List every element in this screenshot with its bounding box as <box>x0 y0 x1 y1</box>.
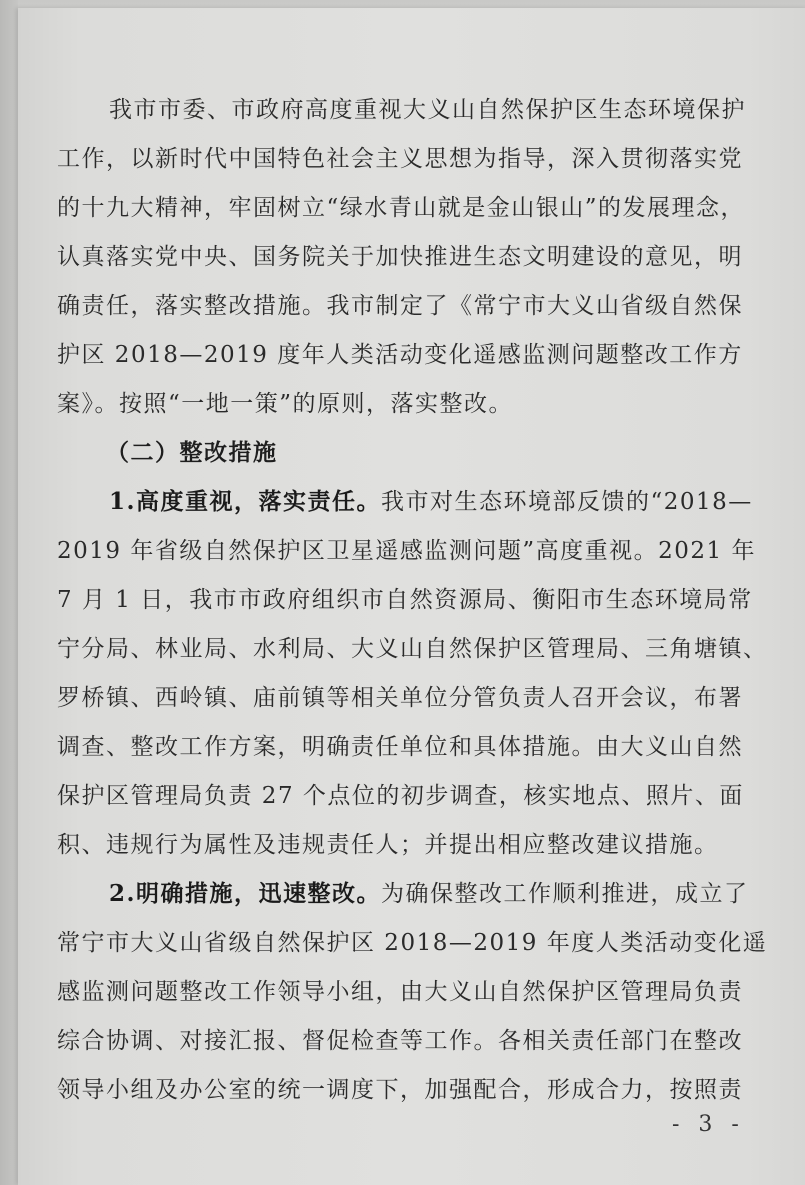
paragraph-1-line-7: 案》。按照“一地一策”的原则，落实整改。 <box>57 391 514 417</box>
paragraph-1-line-4: 认真落实党中央、国务院关于加快推进生态文明建设的意见，明 <box>57 244 743 270</box>
page-number: - 3 - <box>672 1112 745 1137</box>
item-1-line-2: 2019 年省级自然保护区卫星遥感监测问题”高度重视。2021 年 <box>57 538 756 564</box>
page-edge <box>0 0 18 1185</box>
item-2-first-line-text: 为确保整改工作顺利推进，成立了 <box>381 881 749 907</box>
paragraph-1-line-1: 我市市委、市政府高度重视大义山自然保护区生态环境保护 <box>109 97 746 123</box>
paragraph-1-line-6: 护区 2018—2019 度年人类活动变化遥感监测问题整改工作方 <box>57 342 743 368</box>
paragraph-1-line-3: 的十九大精神，牢固树立“绿水青山就是金山银山”的发展理念， <box>57 195 746 221</box>
item-1-first-line <box>109 483 753 516</box>
item-1-line-8: 积、违规行为属性及违规责任人；并提出相应整改建议措施。 <box>57 832 719 858</box>
item-1-line-7: 保护区管理局负责 27 个点位的初步调查，核实地点、照片、面 <box>57 783 744 809</box>
paragraph-1-line-2: 工作，以新时代中国特色社会主义思想为指导，深入贯彻落实党 <box>57 146 743 172</box>
item-2-line-2: 常宁市大义山省级自然保护区 2018—2019 年度人类活动变化遥 <box>57 930 768 956</box>
item-2-first-line <box>109 875 749 908</box>
item-2-line-3: 感监测问题整改工作领导小组，由大义山自然保护区管理局负责 <box>57 979 743 1005</box>
item-2-line-4: 综合协调、对接汇报、督促检查等工作。各相关责任部门在整改 <box>57 1028 743 1054</box>
item-1-line-4: 宁分局、林业局、水利局、大义山自然保护区管理局、三角塘镇、 <box>57 636 768 662</box>
item-1-line-6: 调查、整改工作方案，明确责任单位和具体措施。由大义山自然 <box>57 734 743 760</box>
item-2-line-5: 领导小组及办公室的统一调度下，加强配合，形成合力，按照责 <box>57 1077 743 1103</box>
paragraph-1-line-5: 确责任，落实整改措施。我市制定了《常宁市大义山省级自然保 <box>57 293 743 319</box>
item-1-line-3: 7 月 1 日，我市市政府组织市自然资源局、衡阳市生态环境局常 <box>57 587 753 613</box>
item-2-title: 2.明确措施，迅速整改。 <box>109 880 382 907</box>
item-1-title: 1.高度重视，落实责任。 <box>109 488 382 515</box>
item-1-first-line-text: 我市对生态环境部反馈的“2018— <box>381 489 753 515</box>
item-1-line-5: 罗桥镇、西岭镇、庙前镇等相关单位分管负责人召开会议，布署 <box>57 685 743 711</box>
section-heading: （二）整改措施 <box>106 440 278 466</box>
